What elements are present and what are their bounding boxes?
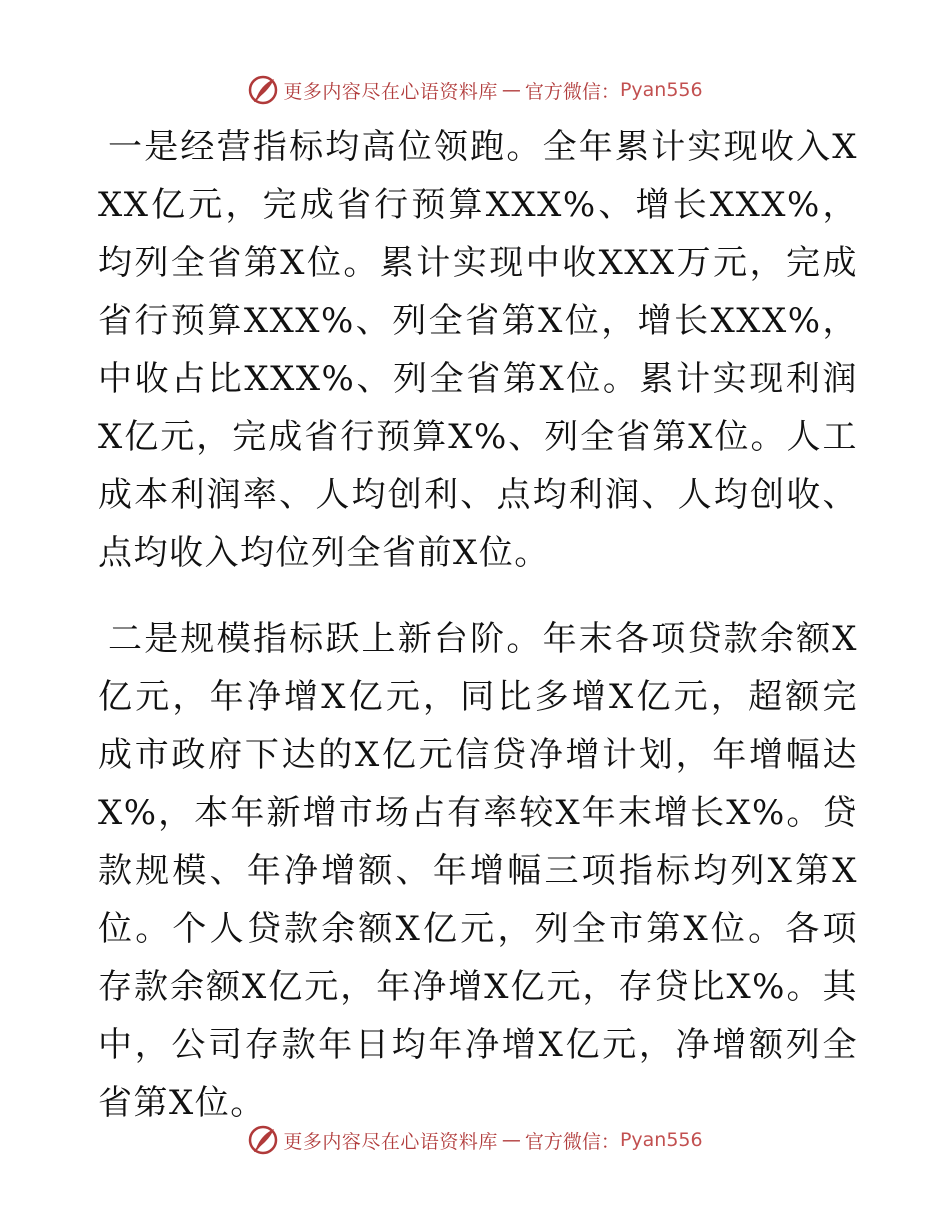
feather-logo-icon [247, 74, 279, 106]
document-body [98, 118, 858, 1160]
feather-logo-icon [247, 1124, 279, 1156]
header-banner [0, 70, 950, 110]
banner-dash: — [501, 1129, 521, 1151]
banner-contact-label: 官方微信： [524, 1130, 620, 1153]
banner-text: 更多内容尽在心语资料库 [283, 80, 498, 103]
footer-banner [0, 1120, 950, 1160]
banner-handle: Pyan556 [619, 79, 703, 101]
banner-contact-label: 官方微信： [524, 80, 620, 103]
banner-handle: Pyan556 [619, 1129, 703, 1151]
paragraph-operating-indicators: 一是经营指标均高位领跑。全年累计实现收入XXX亿元，完成省行预算XXX%、增长XXX%，均列全省第X位。累计实现中收XXX万元，完成省行预算XXX%、列全省第X位，增长XXX%，中收占比XXX%、列全省第X位。累计实现利润X亿元，完成省行预算X%、列全省第X位。人工成本利润率、人均创利、点均利润、人均创收、点均收入均位列全省前X位。 [98, 127, 858, 573]
banner-dash: — [501, 79, 521, 101]
banner-text: 更多内容尽在心语资料库 [283, 1130, 498, 1153]
paragraph-scale-indicators: 二是规模指标跃上新台阶。年末各项贷款余额X亿元，年净增X亿元，同比多增X亿元，超额完成市政府下达的X亿元信贷净增计划，年增幅达X%，本年新增市场占有率较X年末增长X%。贷款规模、年净增额、年增幅三项指标均列X第X位。个人贷款余额X亿元，列全市第X位。各项存款余额X亿元，年净增X亿元，存贷比X%。其中，公司存款年日均年净增X亿元，净增额列全省第X位。 [98, 619, 858, 1123]
